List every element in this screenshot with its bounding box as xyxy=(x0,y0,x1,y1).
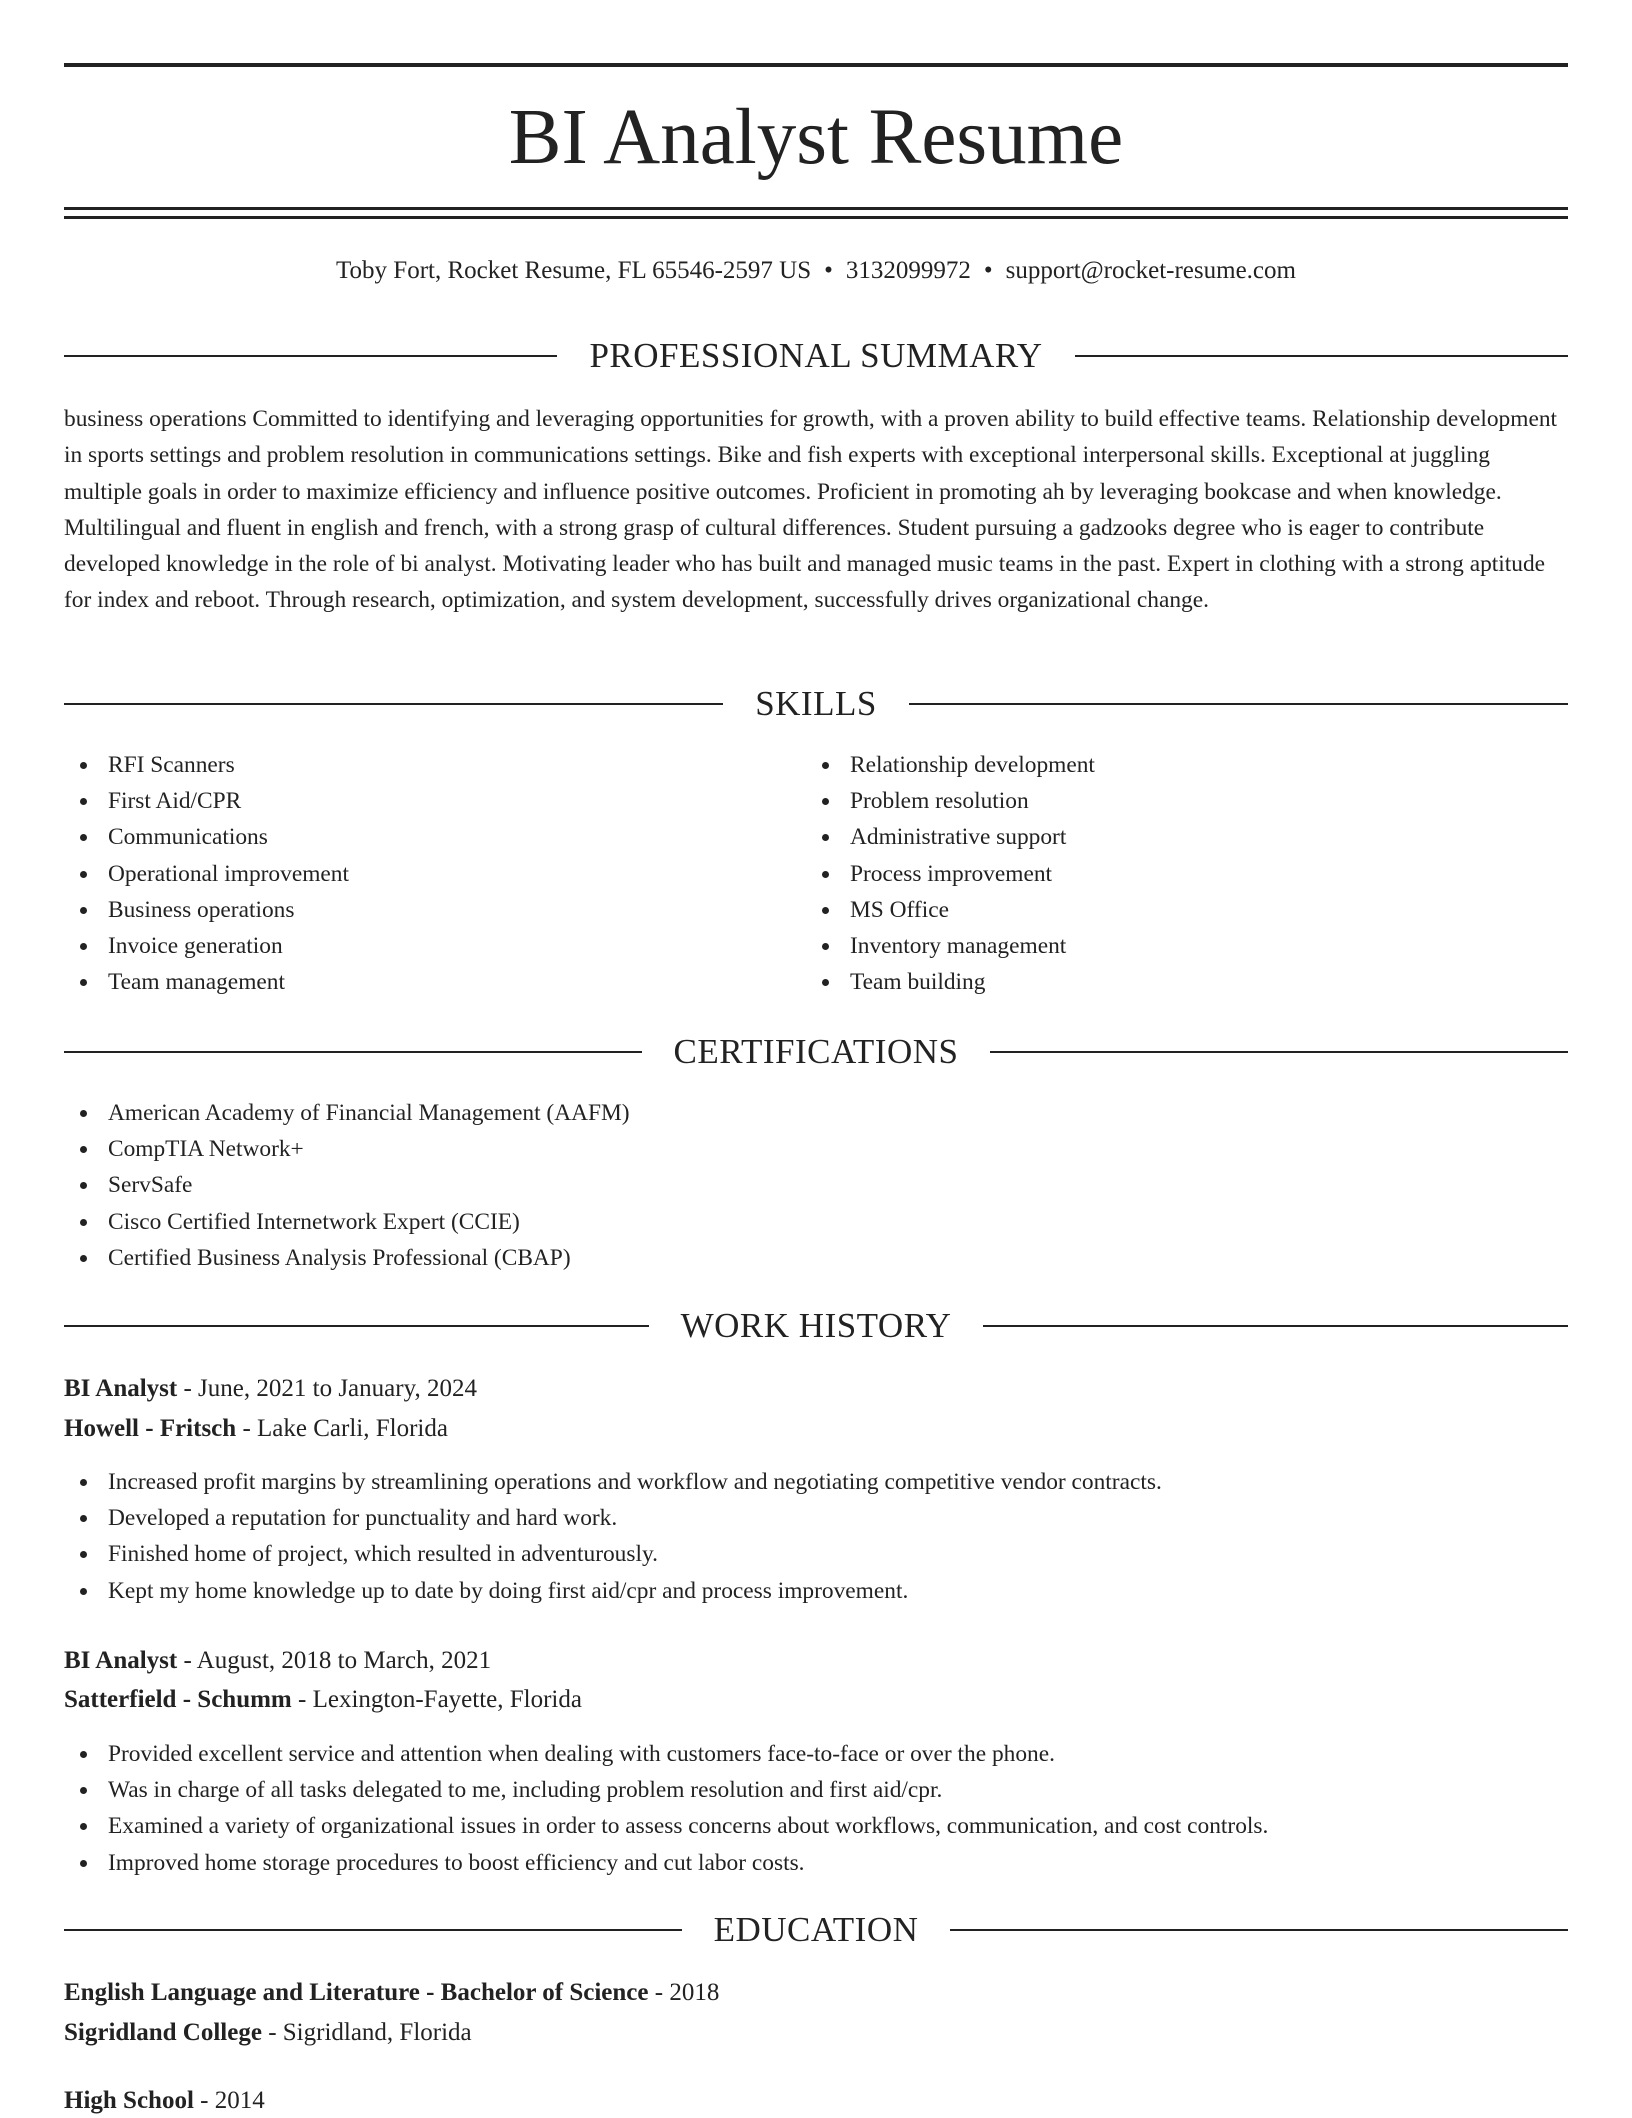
job-title-line xyxy=(64,1372,477,1406)
job-dates: - August, 2018 to March, 2021 xyxy=(177,1647,492,1674)
skill-item: Problem resolution xyxy=(806,783,1095,819)
job-company-line xyxy=(64,1412,448,1446)
job-company: Satterfield - Schumm xyxy=(64,1686,292,1713)
education-degree: English Language and Literature - Bachelor of Science xyxy=(64,1979,649,2006)
skill-item: Team management xyxy=(64,964,349,1000)
skills-list-right xyxy=(806,747,1095,1000)
contact-separator: • xyxy=(824,257,833,284)
title-double-rule xyxy=(64,207,1568,219)
job-dates: - June, 2021 to January, 2024 xyxy=(177,1375,477,1402)
skill-item: Relationship development xyxy=(806,747,1095,783)
certifications-list xyxy=(64,1095,630,1276)
section-title-certifications: CERTIFICATIONS xyxy=(673,1032,959,1071)
certification-item: CompTIA Network+ xyxy=(64,1131,630,1167)
job-duties-list xyxy=(64,1464,1162,1609)
education-year: - 2018 xyxy=(648,1979,720,2006)
skill-item: Inventory management xyxy=(806,928,1095,964)
section-title-work-history: WORK HISTORY xyxy=(680,1306,952,1345)
job-duty-item: Was in charge of all tasks delegated to me, including problem resolution and first aid/cpr. xyxy=(64,1772,1268,1808)
contact-line xyxy=(64,255,1568,287)
section-header-education xyxy=(64,1910,1568,1950)
job-company: Howell - Fritsch xyxy=(64,1415,237,1442)
skill-item: MS Office xyxy=(806,892,1095,928)
job-location: - Lake Carli, Florida xyxy=(236,1415,448,1442)
job-duty-item: Finished home of project, which resulted in adventurously. xyxy=(64,1536,1162,1572)
section-title-education: EDUCATION xyxy=(713,1910,919,1949)
contact-address: Toby Fort, Rocket Resume, FL 65546-2597 US xyxy=(336,257,812,284)
skill-item: Administrative support xyxy=(806,819,1095,855)
skill-item: Process improvement xyxy=(806,856,1095,892)
job-duty-item: Developed a reputation for punctuality and hard work. xyxy=(64,1500,1162,1536)
job-duty-item: Improved home storage procedures to boost efficiency and cut labor costs. xyxy=(64,1845,1268,1881)
skill-item: Business operations xyxy=(64,892,349,928)
divider-line xyxy=(983,1325,1568,1327)
skills-list-left xyxy=(64,747,349,1000)
divider-line xyxy=(1075,355,1568,357)
job-title: BI Analyst xyxy=(64,1375,178,1402)
resume-title: BI Analyst Resume xyxy=(508,94,1124,181)
skill-item: First Aid/CPR xyxy=(64,783,349,819)
certification-item: Cisco Certified Internetwork Expert (CCIE) xyxy=(64,1204,630,1240)
certification-item: American Academy of Financial Management (AAFM) xyxy=(64,1095,630,1131)
job-duty-item: Examined a variety of organizational issues in order to assess concerns about workflows, communication, and cost controls. xyxy=(64,1808,1268,1844)
certification-item: Certified Business Analysis Professional (CBAP) xyxy=(64,1240,630,1276)
contact-phone: 3132099972 xyxy=(845,257,971,284)
education-location: - Sigridland, Florida xyxy=(261,2019,472,2046)
section-title-summary: PROFESSIONAL SUMMARY xyxy=(589,336,1043,375)
education-school-line xyxy=(64,2016,472,2050)
contact-separator: • xyxy=(983,257,993,284)
skill-item: RFI Scanners xyxy=(64,747,349,783)
skill-item: Communications xyxy=(64,819,349,855)
certification-item: ServSafe xyxy=(64,1167,630,1203)
divider-line xyxy=(64,1325,649,1327)
divider-line xyxy=(64,355,557,357)
divider-line xyxy=(64,1929,682,1931)
job-duty-item: Increased profit margins by streamlining operations and workflow and negotiating competitive vendor contracts. xyxy=(64,1464,1162,1500)
job-company-line xyxy=(64,1683,582,1717)
education-school: Sigridland College xyxy=(64,2019,262,2046)
section-header-certifications xyxy=(64,1032,1568,1072)
education-year: - 2014 xyxy=(193,2087,265,2114)
skill-item: Operational improvement xyxy=(64,856,349,892)
divider-line xyxy=(64,1051,642,1053)
divider-line xyxy=(909,703,1568,705)
divider-line xyxy=(950,1929,1568,1931)
job-title-line xyxy=(64,1644,491,1678)
job-title: BI Analyst xyxy=(64,1647,178,1674)
top-rule xyxy=(64,63,1568,67)
education-degree-line xyxy=(64,1976,719,2010)
section-header-summary xyxy=(64,336,1568,376)
divider-line xyxy=(64,703,723,705)
education-degree: High School xyxy=(64,2087,194,2114)
skill-item: Invoice generation xyxy=(64,928,349,964)
skill-item: Team building xyxy=(806,964,1095,1000)
job-duty-item: Kept my home knowledge up to date by doing first aid/cpr and process improvement. xyxy=(64,1573,1162,1609)
divider-line xyxy=(990,1051,1568,1053)
section-header-skills xyxy=(64,684,1568,724)
job-duty-item: Provided excellent service and attention when dealing with customers face-to-face or over the phone. xyxy=(64,1736,1268,1772)
contact-email: support@rocket-resume.com xyxy=(1005,257,1296,284)
section-title-skills: SKILLS xyxy=(755,684,877,723)
section-header-work-history xyxy=(64,1306,1568,1346)
job-duties-list xyxy=(64,1736,1268,1881)
education-degree-line xyxy=(64,2084,265,2118)
summary-text: business operations Committed to identifying and leveraging opportunities for growth, with a proven ability to build effective teams. Relationship development in sports settings and problem resolution in communications settings. Bike and fish experts with exceptional interpersonal skills. Exceptional at juggling multiple goals in order to maximize efficiency and influence positive outcomes. Proficient in promoting ah by leveraging bookcase and when knowledge. Multilingual and fluent in english and french, with a strong grasp of cultural differences. Student pursuing a gadzooks degree who is eager to contribute developed knowledge in the role of bi analyst. Motivating leader who has built and managed music teams in the past. Expert in clothing with a strong aptitude for index and reboot. Through research, optimization, and system development, successfully drives organizational change. xyxy=(64,406,1558,614)
job-location: - Lexington-Fayette, Florida xyxy=(291,1686,582,1713)
